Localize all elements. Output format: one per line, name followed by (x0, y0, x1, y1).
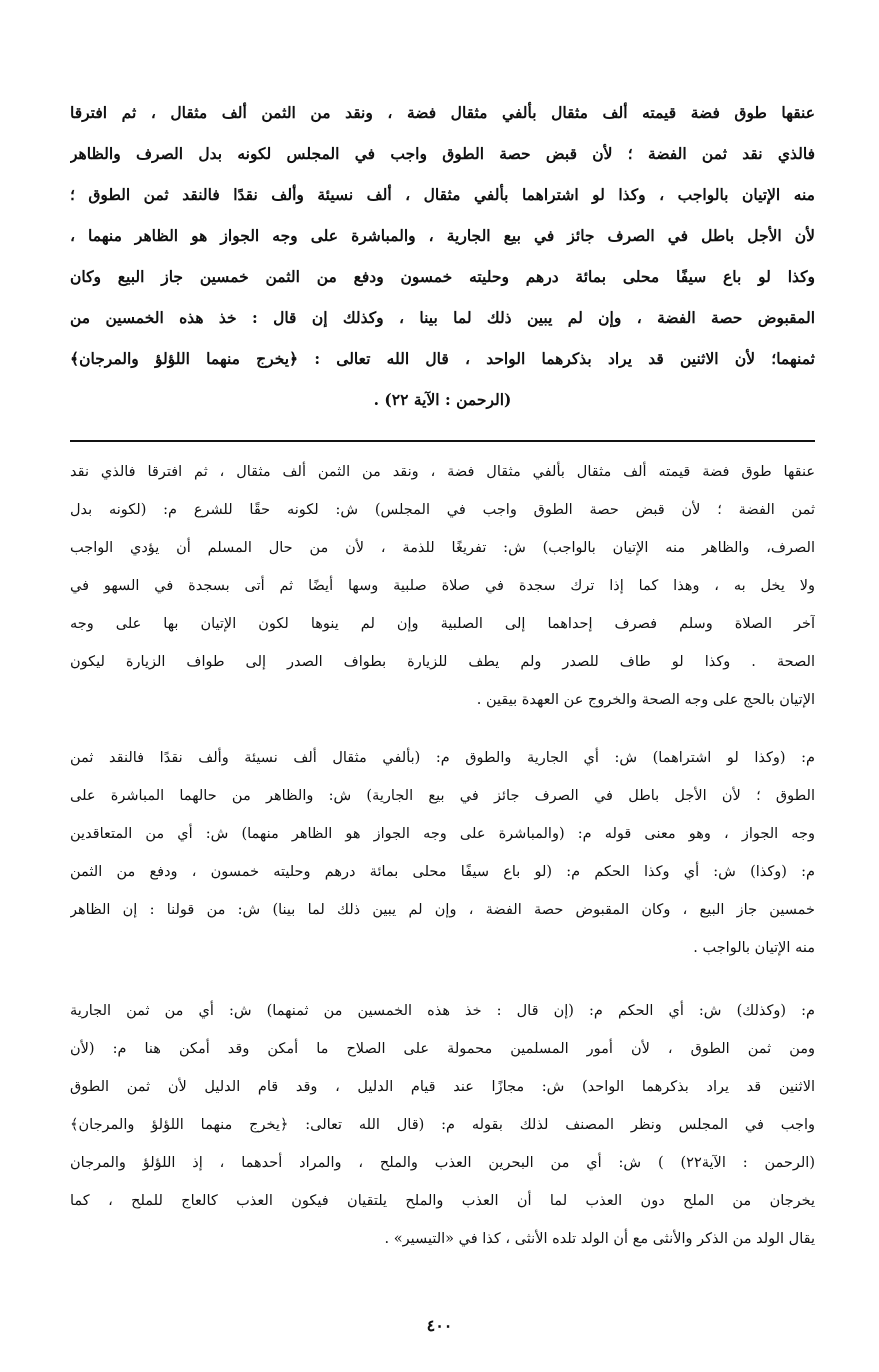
commentary-line: آخر الصلاة وسلم فصرف إحداهما إلى الصلبية وإن لم ينوها لكون الإتيان بها على وجه (70, 616, 815, 632)
commentary-line: م: (وكذا لو اشتراهما) ش: أي الجارية والطوق م: (بألفي مثقال ألف نسيئة وألف نقدًا فالنقد ثمن (70, 750, 815, 766)
commentary-line: يخرجان من الملح دون العذب لما أن العذب والملح يلتقيان فيكون العذب كالعاج للملح ، كما (70, 1193, 815, 1209)
commentary-line: ولا يخل به ، وهذا كما إذا ترك سجدة في صلاة صلبية وسها أيضًا ثم أتى بسجدة في السهو في (70, 578, 815, 594)
commentary-line: (الرحمن : الآية٢٢) ) ش: أي من البحرين العذب والملح ، والمراد أحدهما ، إذ اللؤلؤ والمرجان (70, 1155, 815, 1171)
matn-line: وكذا لو باع سيفًا محلى بمائة درهم وحليته خمسون ودفع من الثمن خمسين جاز البيع وكان (70, 267, 815, 286)
commentary-line: واجب في المجلس ونظر المصنف لذلك بقوله م: (قال الله تعالى: ﴿يخرج منهما اللؤلؤ والمرجان﴾ (70, 1117, 815, 1133)
matn-line: ثمنهما؛ لأن الاثنين قد يراد بذكرهما الواحد ، قال الله تعالى : ﴿يخرج منهما اللؤلؤ والمرجان﴾ (70, 349, 815, 368)
matn-line: فالذي نقد ثمن الفضة ؛ لأن قبض حصة الطوق واجب في المجلس لكونه بدل الصرف والظاهر (70, 144, 815, 163)
commentary-paragraph-1 (70, 453, 815, 719)
matn-line: لأن الأجل باطل في الصرف جائز في بيع الجارية ، والمباشرة على وجه الجواز هو الظاهر منهما ، (70, 226, 815, 245)
commentary-line: الطوق ؛ لأن الأجل باطل في الصرف جائز في بيع الجارية) ش: والظاهر من حالهما المباشرة على (70, 788, 815, 804)
commentary-line: يقال الولد من الذكر والأنثى مع أن الولد تلده الأنثى ، كذا في «التيسير» . (384, 1231, 815, 1247)
separator-rule (70, 440, 815, 442)
commentary-line: م: (وكذا) ش: أي وكذا الحكم م: (لو باع سيفًا محلى بمائة درهم وحليته خمسون ، ودفع من الثمن (70, 864, 815, 880)
matn-line: منه الإتيان بالواجب ، وكذا لو اشتراهما بألفي مثقال ، ألف نسيئة وألف نقدًا فالنقد ثمن الطوق ؛ (70, 185, 815, 204)
commentary-line: منه الإتيان بالواجب . (693, 940, 815, 956)
commentary-line: ومن ثمن الطوق ، لأن أمور المسلمين محمولة على الصلاح ما أمكن وقد أمكن هنا م: (لأن (70, 1041, 815, 1057)
page-number: ٤٠٠ (426, 1316, 453, 1335)
commentary-line: الصرف، والظاهر منه الإتيان بالواجب) ش: تفريغًا للذمة ، لأن من حال المسلم أن يؤدي الواجب (70, 540, 815, 556)
matn-line: (الرحمن : الآية ٢٢) . (373, 390, 512, 409)
commentary-line: الإتيان بالحج على وجه الصحة والخروج عن العهدة بيقين . (476, 692, 815, 708)
commentary-line: الاثنين قد يراد بذكرهما الواحد) ش: مجازًا عند قيام الدليل ، وقد قام الدليل لأن ثمن الطوق (70, 1079, 815, 1095)
commentary-line: وجه الجواز ، وهو معنى قوله م: (والمباشرة على وجه الجواز هو الظاهر منهما) ش: أي من المتعاقدين (70, 826, 815, 842)
commentary-line: الصحة . وكذا لو طاف للصدر ولم يطف للزيارة بطواف الصدر إلى طواف الزيارة ليكون (70, 654, 815, 670)
matn-line: المقبوض حصة الفضة ، وإن لم يبين ذلك لما بينا ، وكذلك إن قال : خذ هذه الخمسين من (70, 308, 815, 327)
commentary-paragraph-2 (70, 739, 815, 967)
commentary-line: عنقها طوق فضة قيمته ألف مثقال بألفي مثقال فضة ، ونقد من الثمن ألف مثقال ، ثم افترقا فالذي نقد (70, 464, 815, 480)
commentary-line: م: (وكذلك) ش: أي الحكم م: (إن قال : خذ هذه الخمسين من ثمنهما) ش: أي من ثمن الجارية (70, 1003, 815, 1019)
commentary-paragraph-3 (70, 992, 815, 1258)
matn-text (70, 92, 815, 420)
commentary-line: خمسين جاز البيع ، وكان المقبوض حصة الفضة ، وإن لم يبين ذلك لما بينا) ش: من قولنا : إن الظاهر (70, 902, 815, 918)
matn-line: عنقها طوق فضة قيمته ألف مثقال بألفي مثقال فضة ، ونقد من الثمن ألف مثقال ، ثم افترقا (70, 103, 815, 122)
commentary-line: ثمن الفضة ؛ لأن قبض حصة الطوق واجب في المجلس) ش: لكونه حقًا للشرع م: (لكونه بدل (70, 502, 815, 518)
